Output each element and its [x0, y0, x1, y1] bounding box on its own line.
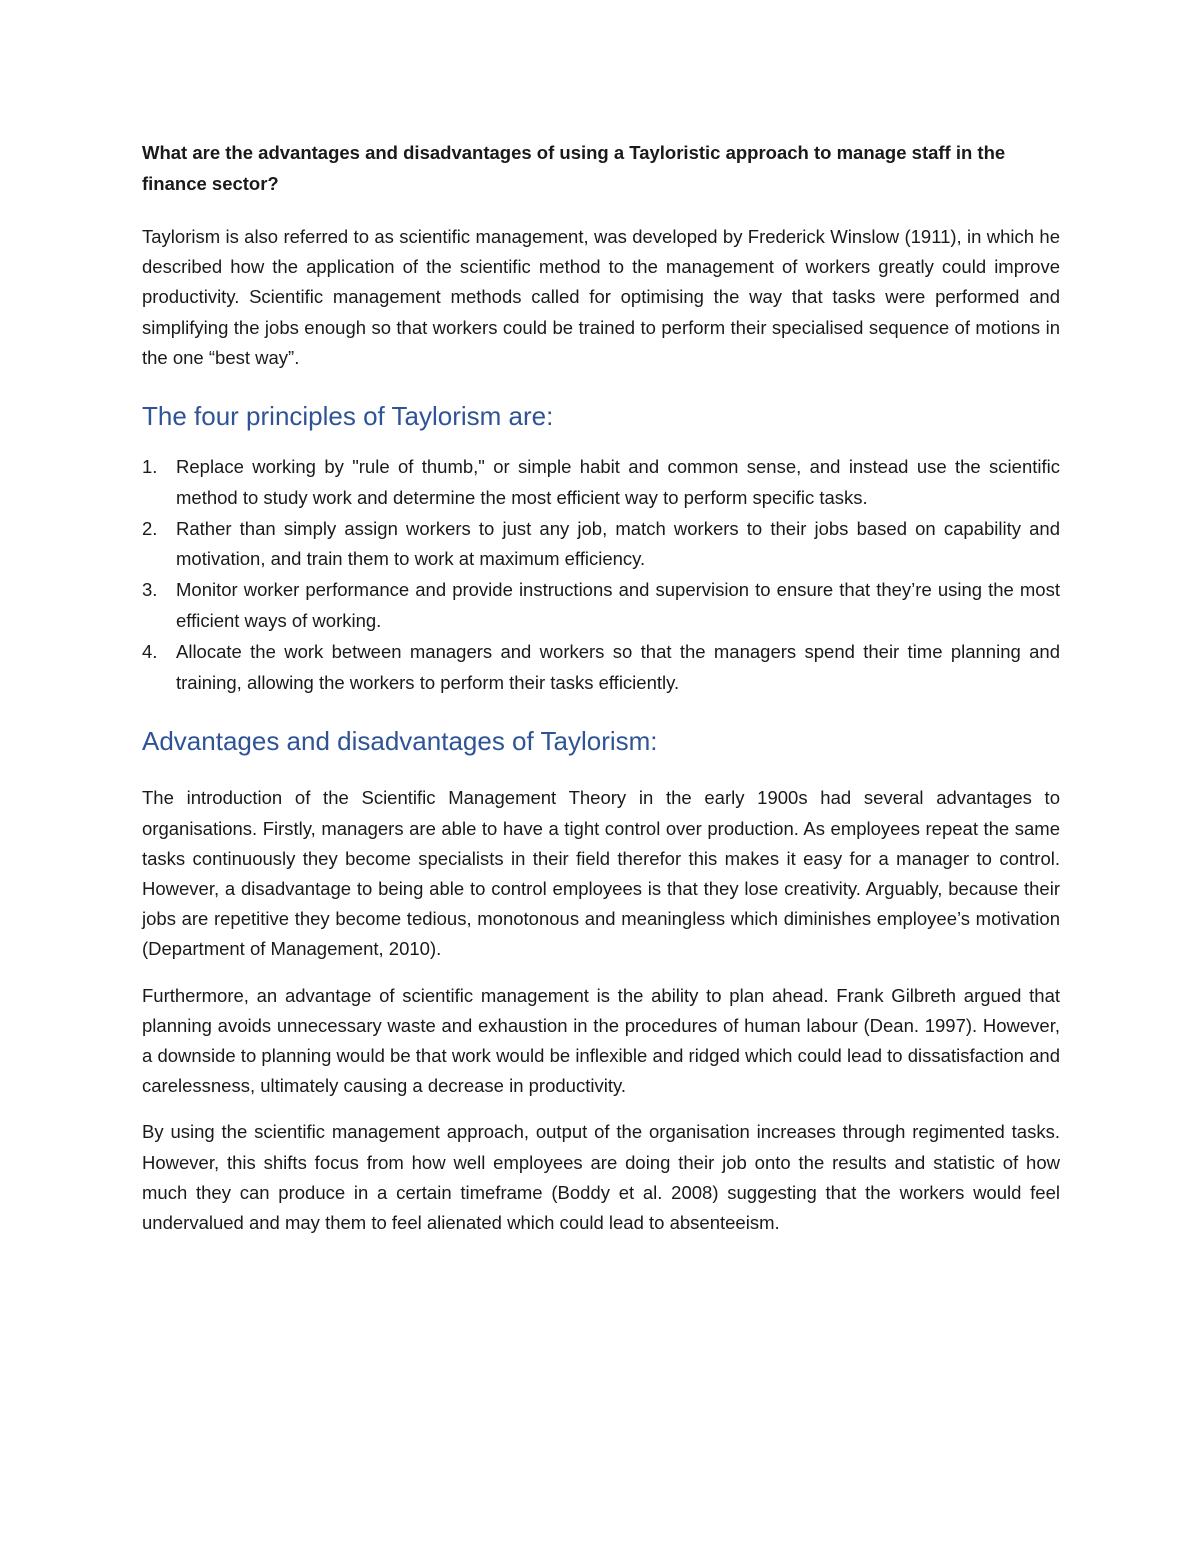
list-number: 4. — [142, 640, 158, 662]
advantages-heading: Advantages and disadvantages of Taylorism: — [142, 726, 658, 757]
body-paragraph: The introduction of the Scientific Management Theory in the early 1900s had several advantages to organisations. Firstly, managers are able to have a tight control over production. As employees repeat the same tasks continuously they become specialists in their field therefor this makes it easy for a manager to control. However, a disadvantage to being able to control employees is that they lose creativity. Arguably, because their jobs are repetitive they become tedious, monotonous and meaningless which diminishes employee’s motivation (Department of Management, 2010). — [142, 787, 1060, 960]
list-item-text: Replace working by "rule of thumb," or simple habit and common sense, and instead use the scientific method to study work and determine the most efficient way to perform specific tasks. — [176, 456, 1060, 508]
list-number: 2. — [142, 517, 158, 539]
list-item-text: Allocate the work between managers and workers so that the managers spend their time planning and training, allowing the workers to perform their tasks efficiently. — [176, 640, 1060, 693]
principles-list — [142, 452, 1060, 698]
list-item — [142, 637, 1060, 699]
list-item-text: Monitor worker performance and provide instructions and supervision to ensure that they’re using the most efficient ways of working. — [176, 579, 1060, 631]
body-paragraph: Furthermore, an advantage of scientific management is the ability to plan ahead. Frank Gilbreth argued that planning avoids unnecessary waste and exhaustion in the procedures of human labour (Dean. 1997). However, a downside to planning would be that work would be inflexible and ridged which could lead to dissatisfaction and carelessness, ultimately causing a decrease in productivity. — [142, 984, 1060, 1097]
document-page — [142, 138, 1060, 1254]
list-number: 3. — [142, 579, 158, 601]
essay-question: What are the advantages and disadvantages of using a Tayloristic approach to manage staff in the finance sector? — [142, 142, 1006, 194]
list-item — [142, 452, 1060, 514]
intro-paragraph: Taylorism is also referred to as scientific management, was developed by Frederick Winslow (1911), in which he described how the application of the scientific method to the management of workers greatly could improve productivity. Scientific management methods called for optimising the way that tasks were performed and simplifying the jobs enough so that workers could be trained to perform their specialised sequence of motions in the one “best way”. — [142, 226, 1060, 368]
body-paragraph: By using the scientific management approach, output of the organisation increases through regimented tasks. However, this shifts focus from how well employees are doing their job onto the results and statistic of how much they can produce in a certain timeframe (Boddy et al. 2008) suggesting that the workers would feel undervalued and may them to feel alienated which could lead to absenteeism. — [142, 1121, 1060, 1234]
list-item-text: Rather than simply assign workers to just any job, match workers to their jobs based on capability and motivation, and train them to work at maximum efficiency. — [176, 517, 1060, 570]
principles-heading: The four principles of Taylorism are: — [142, 401, 554, 432]
list-number: 1. — [142, 456, 158, 478]
list-item — [142, 575, 1060, 637]
list-item — [142, 514, 1060, 576]
